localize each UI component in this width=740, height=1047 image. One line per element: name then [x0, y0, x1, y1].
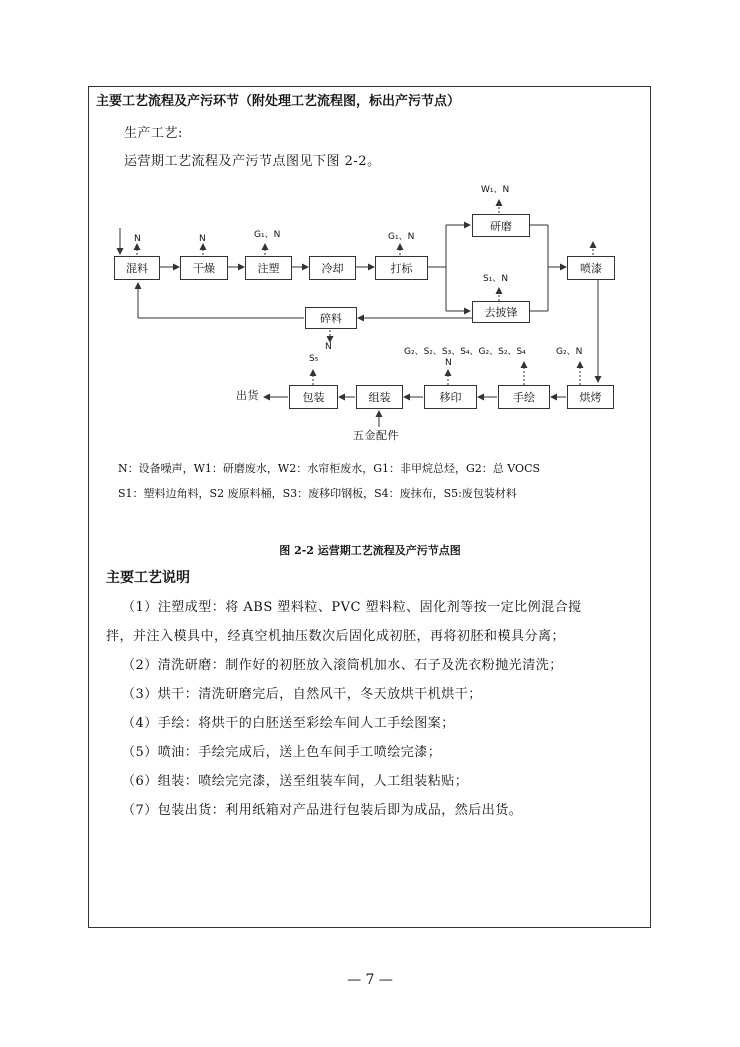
- node-grind: 研磨: [472, 214, 530, 237]
- section-title: 主要工艺流程及产污环节（附处理工艺流程图，标出产污节点）: [96, 94, 461, 109]
- process-step: （3）烘干：清洗研磨完后，自然风干，冬天放烘干机烘干；: [122, 687, 482, 702]
- emission-pad-noise: N: [445, 358, 452, 368]
- emission-grind: W₁、N: [481, 185, 510, 195]
- emission-mark: G₁、N: [388, 232, 415, 242]
- process-step: （5）喷油：手绘完成后，送上色车间手工喷绘完漆；: [122, 745, 442, 760]
- emission-mold: G₁、N: [254, 230, 281, 240]
- emission-crush: N: [325, 342, 332, 352]
- node-deburr: 去披锋: [472, 301, 530, 323]
- process-step: （6）组装：喷绘完完漆，送至组装车间，人工组装粘贴；: [122, 774, 469, 789]
- emission-pack: S₅: [309, 354, 319, 364]
- legend-line-2: S1：塑料边角料，S2 废原料桶，S3：废移印钢板，S4：废抹布，S5:废包装材料: [118, 487, 517, 500]
- node-cool: 冷却: [309, 256, 356, 280]
- intro-text: 运营期工艺流程及产污节点图见下图 2-2。: [124, 154, 381, 169]
- emission-pad: G₂、S₂、S₃、S₄、G₂、S₂、S₄: [404, 347, 526, 357]
- page-number: — 7 —: [347, 972, 393, 988]
- production-label: 生产工艺:: [124, 126, 183, 141]
- node-mold: 注塑: [245, 256, 292, 280]
- process-step: （7）包装出货：利用纸箱对产品进行包装后即为成品，然后出货。: [122, 803, 523, 818]
- node-bake: 烘烤: [567, 385, 614, 409]
- emission-mix: N: [134, 234, 141, 244]
- process-step: （2）清洗研磨：制作好的初胚放入滚筒机加水、石子及洗衣粉抛光清洗；: [122, 658, 563, 673]
- figure-caption: 图 2-2 运营期工艺流程及产污节点图: [279, 544, 461, 557]
- legend-line-1: N：设备噪声，W1：研磨废水，W2：水帘柜废水，G1：非甲烷总烃，G2：总 VOCS: [118, 462, 541, 475]
- node-pack: 包装: [289, 385, 338, 409]
- node-paint: 手绘: [498, 385, 550, 409]
- node-mark: 打标: [375, 256, 428, 280]
- process-step: （1）注塑成型：将 ABS 塑料粒、PVC 塑料粒、固化剂等按一定比例混合搅: [122, 600, 582, 615]
- process-heading: 主要工艺说明: [106, 570, 190, 586]
- emission-dry: N: [199, 234, 206, 244]
- node-dry: 干燥: [180, 256, 228, 280]
- node-hardware: 五金配件: [353, 429, 399, 442]
- node-crush: 碎料: [305, 307, 357, 329]
- node-mix: 混料: [114, 256, 160, 280]
- node-assemble: 组装: [356, 385, 403, 409]
- process-step: （4）手绘：将烘干的白胚送至彩绘车间人工手绘图案；: [122, 716, 455, 731]
- node-spray: 喷漆: [567, 256, 615, 280]
- node-ship: 出货: [236, 389, 259, 402]
- node-pad: 移印: [424, 385, 477, 409]
- emission-deburr: S₁、N: [483, 274, 509, 284]
- emission-bake: G₂、N: [556, 347, 583, 357]
- process-step: 拌，并注入模具中，经真空机抽压数次后固化成初胚，再将初胚和模具分离；: [106, 629, 566, 644]
